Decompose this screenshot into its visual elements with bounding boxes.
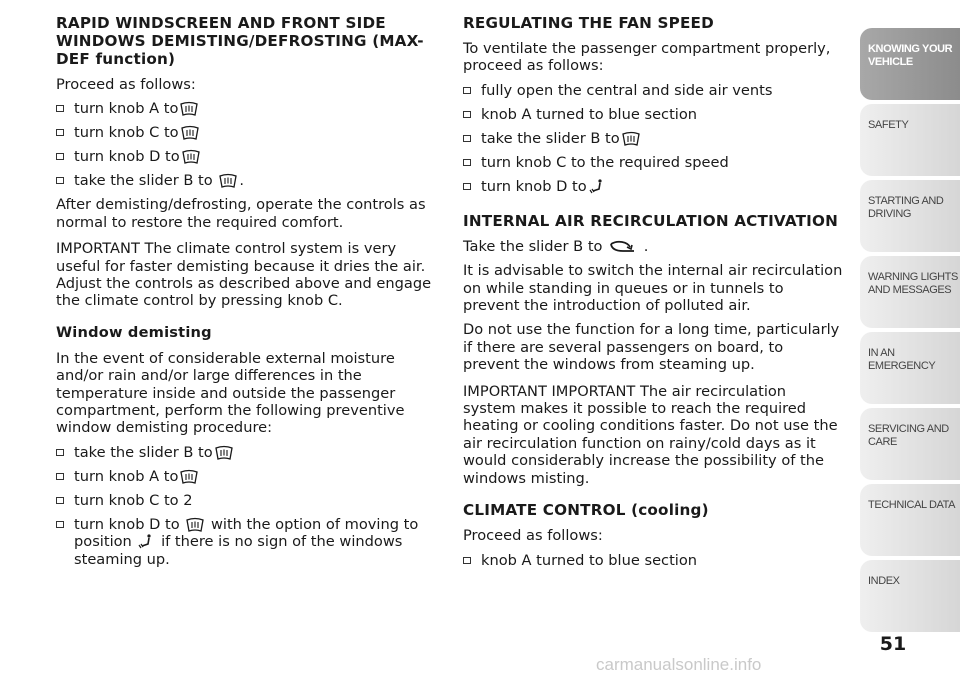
right-column [463,14,843,576]
bullet-box-icon [56,105,64,112]
list-item: turn knob C to 2 [56,492,436,509]
heading-rapid-demisting: RAPID WINDSCREEN AND FRONT SIDE WINDOWS DEMISTING/DEFROSTING (MAX-DEF function) [56,14,424,68]
windscreen-defrost-icon [214,445,234,461]
list-item: knob A turned to blue section [463,106,843,123]
feet-vent-icon [137,533,155,551]
bullet-box-icon [56,153,64,160]
tab-knowing-your-vehicle[interactable]: KNOWING YOUR VEHICLE [860,28,960,100]
heading-recirculation: INTERNAL AIR RECIRCULATION ACTIVATION [463,211,839,230]
important-note: IMPORTANT IMPORTANT The air recirculation system makes it possible to reach the required heating or cooling conditions faster. Do not use the air recirculation function on rainy/cold days as it would considerably increase the possibility of the windows misting. [463,382,838,487]
tab-technical-data[interactable]: TECHNICAL DATA [860,484,960,556]
list-item: turn knob A to [56,100,436,117]
donot-text: Do not use the function for a long time, particularly if there are several passengers on board, to prevent the windows from steaming up. [463,321,840,374]
proceed-text: Proceed as follows: [56,76,196,93]
watermark: carmanualsonline.info [596,655,762,674]
list-item: turn knob C to the required speed [463,154,843,171]
ventilate-text: To ventilate the passenger compartment properly, proceed as follows: [463,40,831,75]
list-item: turn knob D to with the option of moving to position if there is no sign of the windows steaming up. [56,516,436,569]
list-item: take the slider B to . [56,172,436,189]
after-text: After demisting/defrosting, operate the controls as normal to restore the required comfort. [56,196,426,231]
tab-servicing-and-care[interactable]: SERVICING AND CARE [860,408,960,480]
list-item: knob A turned to blue section [463,552,843,569]
left-column [56,14,436,575]
tab-safety[interactable]: SAFETY [860,104,960,176]
take-slider-text: Take the slider B to . [463,237,649,255]
bullet-box-icon [56,177,64,184]
windscreen-defrost-icon [218,173,238,189]
tab-in-an-emergency[interactable]: IN AN EMERGENCY [860,332,960,404]
bullet-box-icon [56,449,64,456]
heading-climate-control: CLIMATE CONTROL (cooling) [463,501,709,520]
advisable-text: It is advisable to switch the internal air recirculation on while standing in queues or in tunnels to prevent the introduction of polluted air. [463,262,843,315]
list-item: turn knob A to [56,468,436,485]
bullet-box-icon [463,183,471,190]
feet-vent-icon [588,178,606,196]
list-item: fully open the central and side air vents [463,82,843,99]
list-item: turn knob D to [463,178,843,196]
heading-fan-speed: REGULATING THE FAN SPEED [463,14,714,32]
windscreen-defrost-icon [185,517,205,533]
windscreen-defrost-icon [179,469,199,485]
important-note: IMPORTANT The climate control system is very useful for faster demisting because it dries the air. Adjust the controls as described above and engage the climate control by pressing knob C. [56,240,432,310]
bullet-box-icon [463,87,471,94]
windscreen-defrost-icon [179,101,199,117]
tab-warning-lights[interactable]: WARNING LIGHTS AND MESSAGES [860,256,960,328]
recirculation-icon [608,240,638,254]
moisture-text: In the event of considerable external moisture and/or rain and/or large differences in the temperature inside and outside the passenger compartment, perform the following preventive window demisting procedure: [56,349,405,437]
bullet-box-icon [463,111,471,118]
bullet-box-icon [56,129,64,136]
proceed-text: Proceed as follows: [463,527,603,545]
windscreen-defrost-icon [181,149,201,165]
page-number: 51 [879,633,907,655]
bullet-box-icon [56,473,64,480]
windscreen-defrost-icon [180,125,200,141]
list-item: turn knob C to [56,124,436,141]
bullet-box-icon [463,557,471,564]
list-item: take the slider B to [56,444,436,461]
bullet-box-icon [56,521,64,528]
list-item: turn knob D to [56,148,436,165]
bullet-box-icon [56,497,64,504]
bullet-box-icon [463,159,471,166]
chapter-sidebar [860,0,960,650]
heading-window-demisting: Window demisting [56,323,212,341]
tab-index[interactable]: INDEX [860,560,960,632]
list-item: take the slider B to [463,130,843,147]
bullet-box-icon [463,135,471,142]
tab-starting-and-driving[interactable]: STARTING AND DRIVING [860,180,960,252]
windscreen-defrost-icon [621,131,641,147]
